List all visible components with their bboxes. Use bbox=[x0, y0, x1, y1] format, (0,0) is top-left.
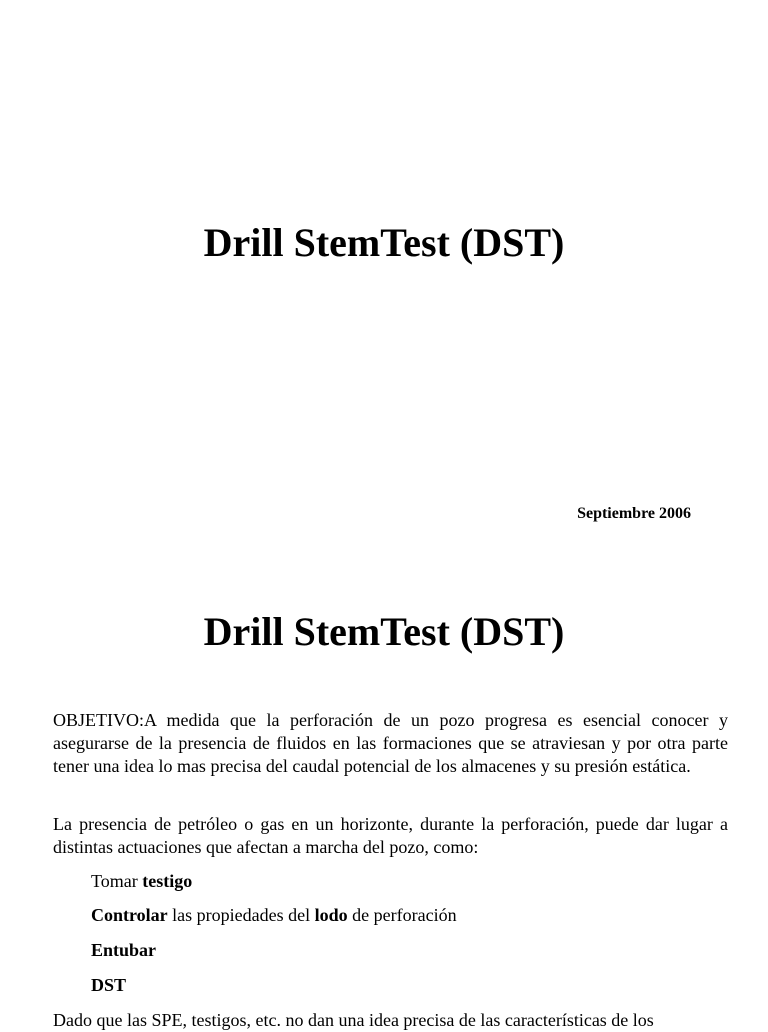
dado-paragraph: Dado que las SPE, testigos, etc. no dan una idea precisa de las características de los bbox=[53, 1010, 654, 1030]
action-keyword: lodo bbox=[314, 905, 348, 925]
action-item-dst bbox=[91, 974, 126, 997]
action-item-testigo bbox=[91, 870, 192, 893]
action-keyword: testigo bbox=[142, 871, 193, 891]
action-keyword: DST bbox=[91, 975, 127, 995]
action-keyword: Entubar bbox=[91, 940, 157, 960]
action-item-entubar bbox=[91, 939, 156, 962]
presencia-paragraph: La presencia de petróleo o gas en un horizonte, durante la perforación, puede dar lugar a distintas actuaciones que afectan a marcha del pozo, como: bbox=[53, 814, 728, 857]
action-keyword: Controlar bbox=[91, 905, 168, 925]
cover-date: Septiembre 2006 bbox=[577, 505, 691, 522]
action-text: de perforación bbox=[347, 905, 457, 925]
section-title: Drill StemTest (DST) bbox=[203, 609, 565, 654]
objetivo-paragraph: OBJETIVO:A medida que la perforación de un pozo progresa es esencial conocer y asegurarse de la presencia de fluidos en las formaciones que se atraviesan y por otra parte tener una idea lo mas precisa del caudal potencial de los almacenes y su presión estática. bbox=[53, 710, 728, 776]
cover-title: Drill StemTest (DST) bbox=[203, 220, 565, 265]
action-text: las propiedades del bbox=[167, 905, 315, 925]
action-text: Tomar bbox=[91, 871, 143, 891]
action-item-controlar bbox=[91, 904, 457, 927]
